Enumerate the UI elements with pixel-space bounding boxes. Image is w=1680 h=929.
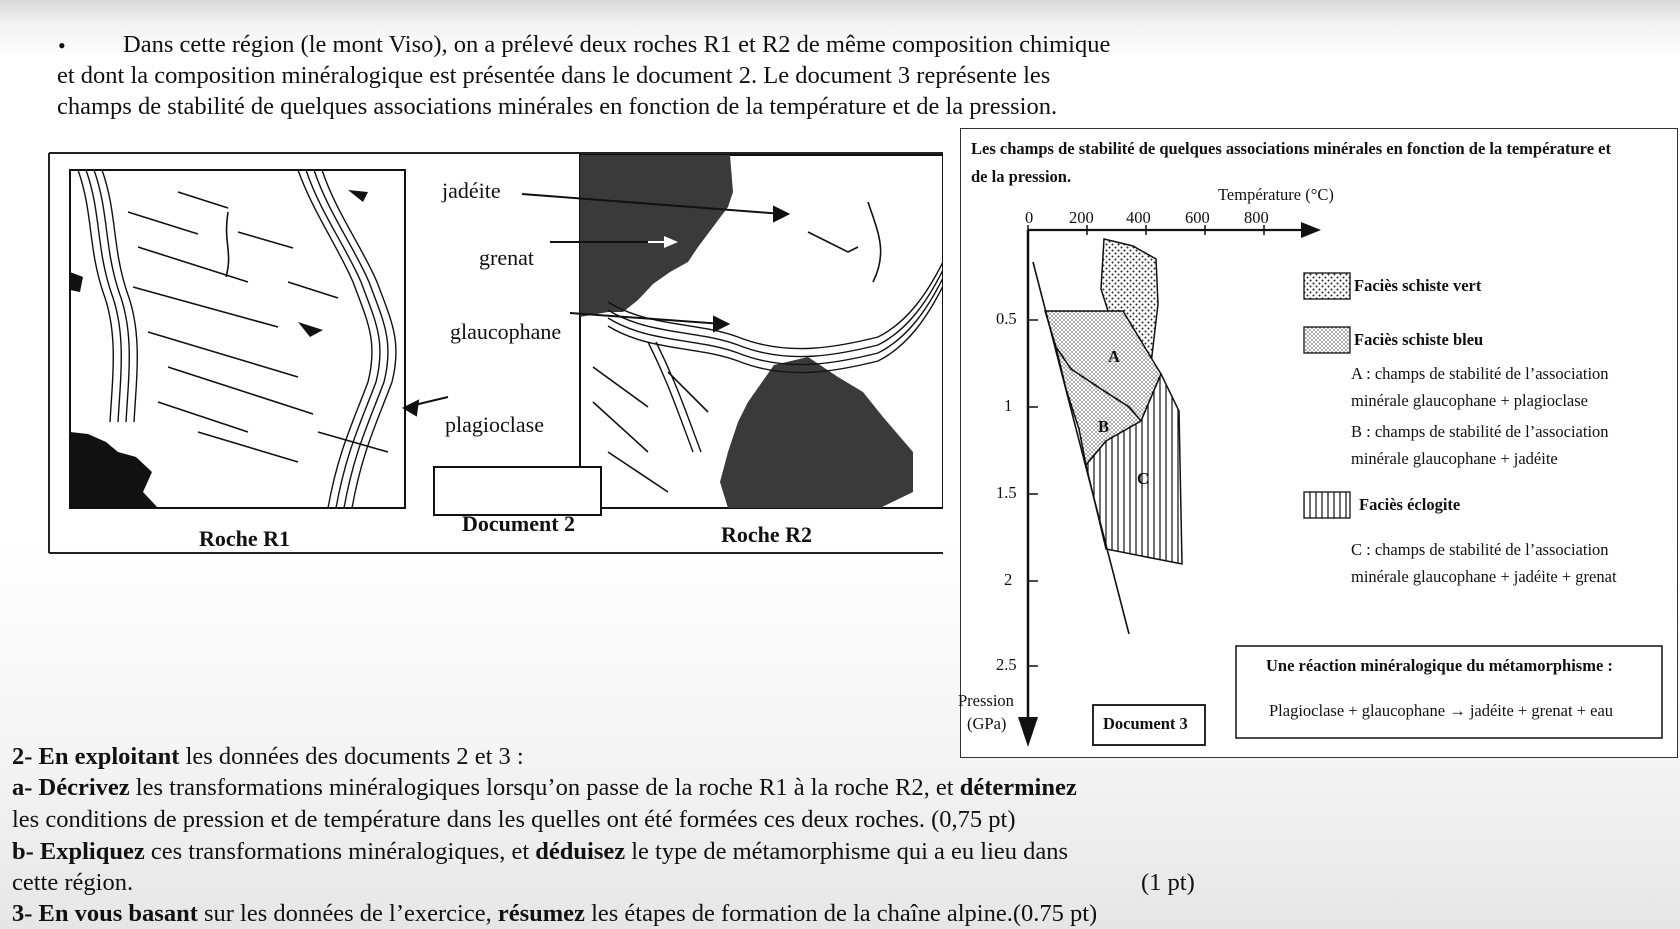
question-2: 2- En exploitant les données des documents 2 et 3 : [12,743,524,770]
pressure-axis-label-2: (GPa) [967,714,1007,733]
intro-line-2: et dont la composition minéralogique est présentée dans le document 2. Le document 3 représente les [57,62,1051,89]
bullet: • [58,33,66,58]
pressure-tick-0-5: 0.5 [996,309,1017,328]
question-3: 3- En vous basant sur les données de l’exercice, résumez les étapes de formation de la chaîne alpine.(0.75 pt) [12,900,1098,927]
temperature-axis-label: Température (°C) [1218,185,1334,204]
document-3-panel [960,128,1678,758]
legend-a-line-1: A : champs de stabilité de l’association [1351,364,1609,383]
legend-b-line-1: B : champs de stabilité de l’association [1351,422,1609,441]
question-2b-points: (1 pt) [1141,869,1195,896]
pressure-tick-2: 2 [1004,570,1013,589]
temp-tick-0: 0 [1025,208,1034,227]
question-2a-line-1: a- Décrivez les transformations minéralogiques lorsqu’on passe de la roche R1 à la roche R2, et déterminez [12,774,1077,801]
label-grenat: grenat [479,245,534,270]
temp-tick-600: 600 [1185,208,1210,227]
legend-a-line-2: minérale glaucophane + plagioclase [1351,391,1588,410]
label-roche-r1: Roche R1 [199,526,291,551]
legend-b-line-2: minérale glaucophane + jadéite [1351,449,1558,468]
legend-swatch-blueschist [1304,327,1350,353]
document-3-title: Document 3 [1103,714,1188,733]
doc3-title-line-1: Les champs de stabilité de quelques associations minérales en fonction de la température et [971,139,1611,158]
document-2-box [434,467,601,515]
pressure-tick-1-5: 1.5 [996,483,1017,502]
legend-c-line-2: minérale glaucophane + jadéite + grenat [1351,567,1617,586]
legend-swatch-eclogite [1304,492,1350,518]
document-2-figure [48,152,943,554]
doc3-title-line-2: de la pression. [971,167,1072,186]
label-glaucophane: glaucophane [450,319,562,344]
legend-swatch-greenschist [1304,273,1350,299]
reaction-equation: Plagioclase + glaucophane → jadéite + grenat + eau [1269,701,1614,720]
temp-tick-800: 800 [1244,208,1269,227]
label-roche-r2: Roche R2 [721,522,813,547]
legend-blueschist: Faciès schiste bleu [1354,330,1484,349]
document-2-title: Document 2 [462,511,576,536]
label-plagioclase: plagioclase [445,412,544,437]
legend-c-line-1: C : champs de stabilité de l’association [1351,540,1609,559]
rock-thin-sections-drawing [48,152,943,554]
intro-line-1: Dans cette région (le mont Viso), on a prélevé deux roches R1 et R2 de même composition chimique [123,31,1111,58]
question-2a-line-2: les conditions de pression et de température dans les quelles ont été formées ces deux roches. (0,75 pt) [12,806,1016,833]
temp-tick-200: 200 [1069,208,1094,227]
zone-c-label: C [1137,469,1149,488]
label-jadeite: jadéite [442,178,501,203]
zone-b-label: B [1098,417,1110,436]
intro-line-3: champs de stabilité de quelques associations minérales en fonction de la température et de la pression. [57,93,1058,120]
legend-greenschist: Faciès schiste vert [1354,276,1482,295]
pressure-tick-1: 1 [1004,396,1013,415]
question-2b-line-1: b- Expliquez ces transformations minéralogiques, et déduisez le type de métamorphisme qui a eu lieu dans [12,838,1069,865]
zone-a-label: A [1108,347,1120,366]
reaction-title: Une réaction minéralogique du métamorphisme : [1266,656,1613,675]
question-2b-line-2: cette région. [12,869,134,896]
pressure-tick-2-5: 2.5 [996,655,1017,674]
legend-eclogite: Faciès éclogite [1359,495,1461,514]
temp-tick-400: 400 [1126,208,1151,227]
pressure-axis-label-1: Pression [958,691,1014,710]
